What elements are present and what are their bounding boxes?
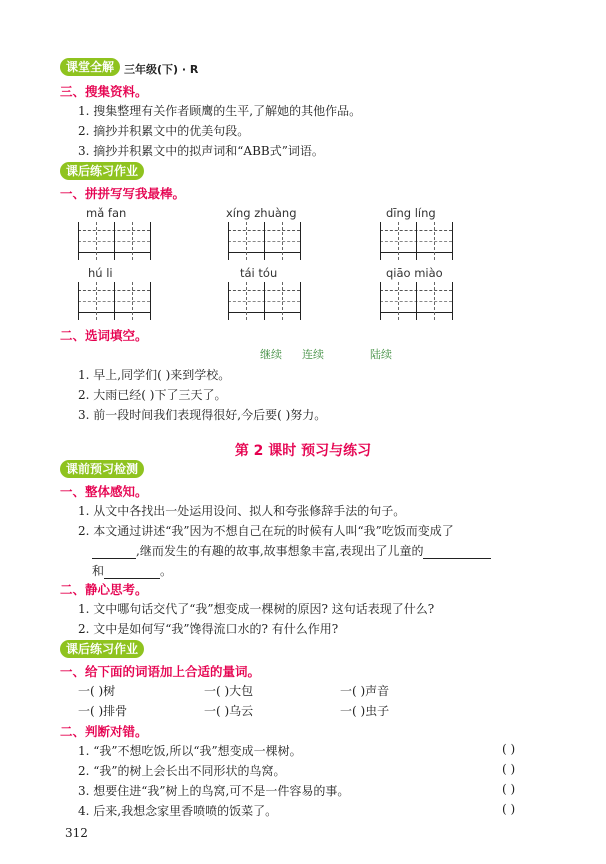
pinyin-label: dīng líng [386,206,436,220]
pinyin-label: mǎ fan [86,206,127,220]
answer-blank[interactable] [423,546,491,559]
measure-word-item: 一( )大包 [204,684,254,698]
list-item: 2. 摘抄并积累文中的优美句段。 [78,124,250,138]
section-badge-classroom: 课堂全解 [60,58,120,76]
answer-blank[interactable] [92,546,136,559]
word-option: 陆续 [370,348,392,361]
measure-word-item: 一( )排骨 [78,704,128,718]
list-item: 3. 想要住进“我”树上的鸟窝,可不是一件容易的事。 [78,784,350,798]
writing-grid[interactable] [228,282,300,320]
grade-label: 三年级(下) · R [124,63,199,76]
list-item: 1. 从文中各找出一处运用设问、拟人和夸张修辞手法的句子。 [78,504,406,518]
list-item: 1. “我”不想吃饭,所以“我”想变成一棵树。 [78,744,302,758]
section-title-measure-words: 一、给下面的词语加上合适的量词。 [60,664,261,679]
writing-grid[interactable] [228,222,300,260]
section-badge-homework: 课后练习作业 [60,162,144,180]
section-title-think: 二、静心思考。 [60,582,148,597]
answer-bracket[interactable]: ( ) [502,742,516,756]
fill-blank-line [92,562,172,579]
word-option: 连续 [302,348,324,361]
section-title-pinyin: 一、拼拼写写我最棒。 [60,186,186,201]
writing-grid[interactable] [78,282,150,320]
answer-bracket[interactable]: ( ) [502,782,516,796]
measure-word-item: 一( )树 [78,684,116,698]
measure-word-item: 一( )声音 [340,684,390,698]
list-item: 3. 摘抄并积累文中的拟声词和“ABB式”词语。 [78,144,324,158]
measure-word-item: 一( )乌云 [204,704,254,718]
pinyin-label: xíng zhuàng [226,206,297,220]
measure-word-item: 一( )虫子 [340,704,390,718]
list-item: 1. 搜集整理有关作者顾鹰的生平,了解她的其他作品。 [78,104,362,118]
writing-grid[interactable] [78,222,150,260]
section-title-fill: 二、选词填空。 [60,328,148,343]
list-item: 1. 早上,同学们( )来到学校。 [78,368,231,382]
section-title-overview: 一、整体感知。 [60,484,148,499]
writing-grid[interactable] [380,282,452,320]
list-item: 2. “我”的树上会长出不同形状的鸟窝。 [78,764,286,778]
word-option: 继续 [260,348,282,361]
section-title-collect: 三、搜集资料。 [60,84,148,99]
answer-bracket[interactable]: ( ) [502,802,516,816]
pinyin-label: hú li [88,266,113,280]
question-text: 。 [160,564,173,578]
pinyin-label: tái tóu [240,266,278,280]
section-title-judge: 二、判断对错。 [60,724,148,739]
fill-blank-line [92,542,491,559]
answer-blank[interactable] [104,566,160,579]
page-number: 312 [65,826,88,840]
section-badge-homework: 课后练习作业 [60,640,144,658]
writing-grid[interactable] [380,222,452,260]
list-item: 2. 文中是如何写“我”馋得流口水的? 有什么作用? [78,622,339,636]
question-text: ,继而发生的有趣的故事,故事想象丰富,表现出了儿童的 [136,544,424,558]
question-text: 和 [92,564,105,578]
answer-bracket[interactable]: ( ) [502,762,516,776]
list-item: 2. 本文通过讲述“我”因为不想自己在玩的时候有人叫“我”吃饭而变成了 [78,524,454,538]
list-item: 4. 后来,我想念家里香喷喷的饭菜了。 [78,804,278,818]
lesson-title: 第 2 课时 预习与练习 [234,443,372,459]
section-badge-preview: 课前预习检测 [60,460,144,478]
list-item: 2. 大雨已经( )下了三天了。 [78,388,227,402]
list-item: 1. 文中哪句话交代了“我”想变成一棵树的原因? 这句话表现了什么? [78,602,435,616]
pinyin-label: qiāo miào [386,266,443,280]
list-item: 3. 前一段时间我们表现得很好,今后要( )努力。 [78,408,327,422]
